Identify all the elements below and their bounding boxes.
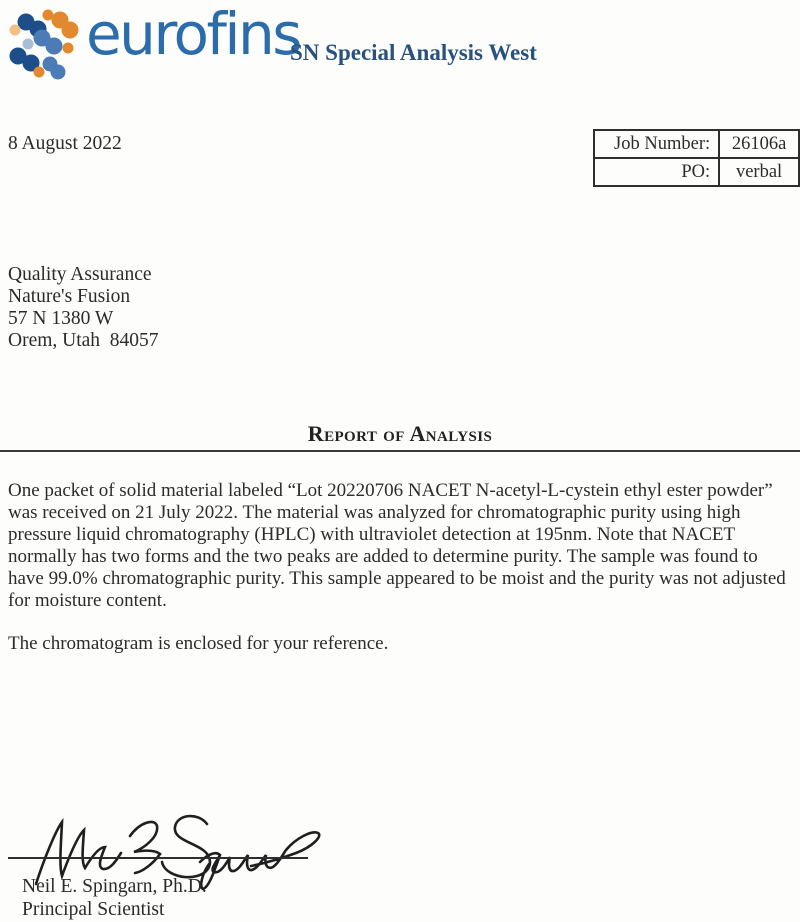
- brand-wordmark: eurofins: [86, 0, 301, 68]
- report-title: Report of Analysis: [307, 421, 493, 446]
- recipient-address: [8, 264, 159, 352]
- signatory-name: Neil E. Spingarn, Ph.D.: [22, 876, 207, 897]
- divider-line: [0, 450, 800, 452]
- letter-date: 8 August 2022: [8, 133, 122, 154]
- signatory-title: Principal Scientist: [22, 899, 165, 920]
- job-number-label: Job Number:: [594, 130, 719, 158]
- po-value: verbal: [719, 158, 799, 186]
- division-name: SN Special Analysis West: [290, 40, 537, 65]
- recipient-line: Orem, Utah 84057: [8, 330, 159, 351]
- po-label: PO:: [594, 158, 719, 186]
- table-row: [594, 158, 799, 186]
- recipient-line: Quality Assurance: [8, 264, 152, 285]
- signature-line: [8, 857, 308, 859]
- letterhead: [0, 0, 800, 110]
- job-number-value: 26106a: [719, 130, 799, 158]
- paragraph: The chromatogram is enclosed for your reference.: [8, 633, 389, 654]
- paragraph: One packet of solid material labeled “Lot 20220706 NACET N-acetyl-L-cystein ethyl ester powder” was received on 21 July 2022. The material was analyzed for chromatographic purity using high pressure liquid chromatography (HPLC) with ultraviolet detection at 195nm. Note that NACET normally has two forms and the two peaks are added to determine purity. The sample was found to have 99.0% chromatographic purity. This sample appeared to be moist and the purity was not adjusted for moisture content.: [8, 480, 786, 611]
- job-info-table: [593, 129, 800, 187]
- report-body: [8, 480, 792, 676]
- recipient-line: 57 N 1380 W: [8, 308, 114, 329]
- eurofins-logo-icon: [6, 6, 86, 86]
- recipient-line: Nature's Fusion: [8, 286, 131, 307]
- signature-block: [0, 790, 400, 922]
- table-row: [594, 130, 799, 158]
